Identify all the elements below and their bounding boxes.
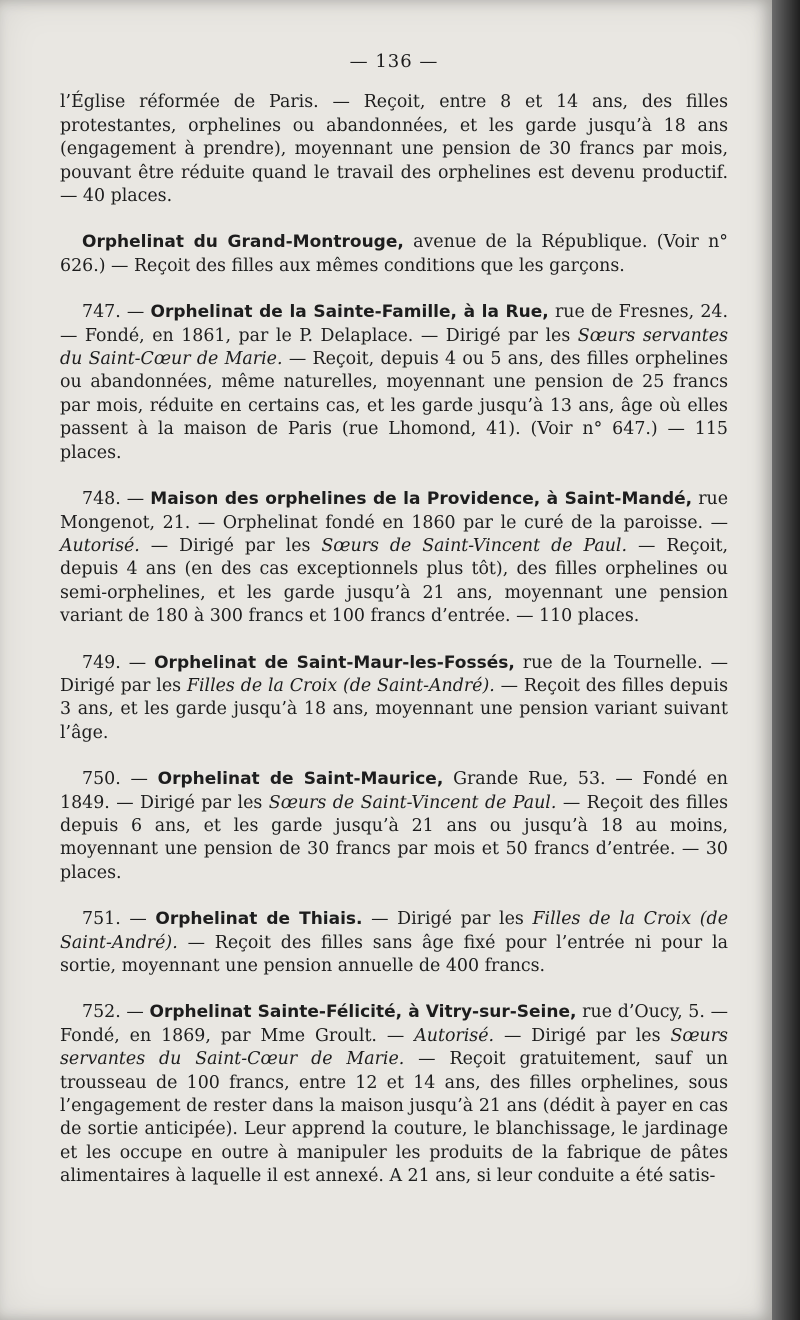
entry-title: Orphelinat de Saint-Maurice,	[157, 769, 444, 790]
entry-title: Orphelinat Sainte-Félicité, à Vitry-sur-Seine,	[149, 1002, 577, 1023]
entry-body: rue de la Tournelle. — Dirigé par les	[60, 652, 729, 696]
book-gutter-shadow	[772, 0, 800, 1320]
entry-body: — Reçoit, depuis 4 ans (en des cas exceptionnels plus tôt), des filles orphelines ou semi-orphelines, et les garde jusqu’à 21 ans, moyennant une pension variant de 180 à 300 francs et 100 francs d’entrée. — 110 places.	[60, 535, 728, 627]
entry-751	[60, 908, 728, 978]
entry-title: Orphelinat de Saint-Maur-les-Fossés,	[154, 652, 515, 673]
entry-number: 752. —	[82, 1002, 150, 1023]
entry-749	[60, 652, 728, 746]
entry-body: — Dirigé par les	[139, 535, 322, 556]
entry-750	[60, 768, 728, 885]
entry-italic: Sœurs de Saint-Vincent de Paul.	[321, 535, 628, 556]
entry-italic: Filles de la Croix (de Saint-André).	[186, 675, 495, 696]
entry-number: 748. —	[82, 489, 151, 510]
entry-italic: Filles de la Croix (de Saint-André).	[60, 909, 728, 953]
entry-number: 750. —	[82, 769, 158, 790]
entry-number: 749. —	[82, 652, 155, 673]
page-number: — 136 —	[349, 51, 439, 72]
entry-body: — Reçoit des filles depuis 3 ans, et les garde jusqu’à 18 ans, moyennant une pension variant suivant l’âge.	[60, 675, 728, 743]
paragraph-continuation	[60, 91, 728, 208]
entry-body: — Reçoit des filles sans âge fixé pour l’entrée ni pour la sortie, moyennant une pension annuelle de 400 francs.	[60, 932, 728, 976]
entry-748	[60, 488, 728, 628]
entry-747	[60, 301, 728, 465]
entry-body: — Reçoit des filles depuis 6 ans, et les garde jusqu’à 21 ans ou jusqu’à 18 au moins, moyennant une pension de 30 francs par mois et 50 francs d’entrée. — 30 places.	[60, 792, 728, 883]
entry-title: Orphelinat de la Sainte-Famille, à la Rue,	[150, 302, 549, 323]
entry-752	[60, 1001, 728, 1188]
entry-body: rue Mongenot, 21. — Orphelinat fondé en 1860 par le curé de la paroisse. —	[60, 489, 729, 533]
entry-title: Orphelinat de Thiais.	[155, 909, 363, 930]
entry-italic: Autorisé.	[414, 1025, 495, 1046]
entry-italic: Sœurs de Saint-Vincent de Paul.	[268, 792, 557, 813]
entry-title: Maison des orphelines de la Providence, à Saint-Mandé,	[150, 489, 693, 510]
entry-italic: Sœurs servantes du Saint-Cœur de Marie.	[60, 325, 729, 370]
entry-body: rue d’Oucy, 5. — Fondé, en 1869, par Mme Groult. —	[60, 1002, 728, 1046]
paragraph-text: l’Église réformée de Paris. — Reçoit, entre 8 et 14 ans, des filles protestantes, orphelines ou abandonnées, et les garde jusqu’à 18 ans (engagement à prendre), moyennant une pension de 30 francs par mois, pouvant être réduite quand le travail des orphelines est devenu productif. — 40 places.	[60, 92, 728, 207]
entry-body: rue de Fresnes, 24. — Fondé, en 1861, par le P. Delaplace. — Dirigé par les	[60, 302, 729, 346]
entry-body: — Dirigé par les	[494, 1025, 671, 1046]
entry-number: 751. —	[82, 909, 156, 930]
entry-grand-montrouge	[60, 231, 728, 278]
entry-body: avenue de la République. (Voir n° 626.) — Reçoit des filles aux mêmes conditions que les garçons.	[60, 232, 728, 276]
entry-body: Grande Rue, 53. — Fondé en 1849. — Dirigé par les	[60, 769, 729, 813]
entry-number: 747. —	[82, 302, 151, 323]
entry-title: Orphelinat du Grand-Montrouge,	[82, 232, 404, 253]
entry-italic: Autorisé.	[60, 535, 140, 556]
entry-italic: Sœurs servantes du Saint-Cœur de Marie.	[60, 1025, 728, 1070]
entry-body: — Reçoit, depuis 4 ou 5 ans, des filles orphelines ou abandonnées, même naturelles, moyennant une pension de 25 francs par mois, réduite en certains cas, et les garde jusqu’à 13 ans, âge où elles passent à la maison de Paris (rue Lhomond, 41). (Voir n° 647.) — 115 places.	[60, 349, 728, 463]
entry-body: — Dirigé par les	[362, 909, 533, 930]
page-text	[60, 50, 728, 1212]
entry-body: — Reçoit gratuitement, sauf un trousseau de 100 francs, entre 12 et 14 ans, des filles orphelines, sous l’engagement de rester dans la maison jusqu’à 21 ans (dédit à payer en cas de sortie anticipée). Leur apprend la couture, le blanchissage, le jardinage et les occupe en outre à manipuler les produits de la fabrique de pâtes alimentaires à laquelle il est annexé. A 21 ans, si leur conduite a été satis-	[60, 1049, 728, 1187]
